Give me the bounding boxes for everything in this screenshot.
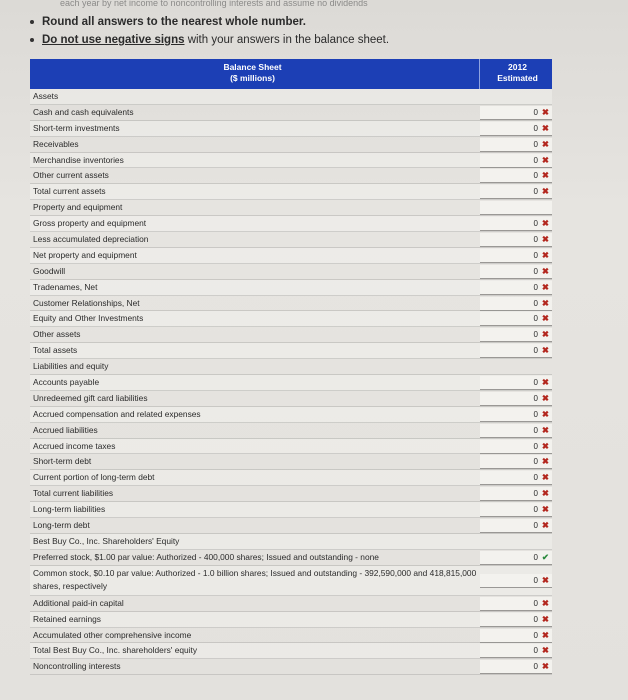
amount-input[interactable] (480, 613, 552, 627)
amount-input[interactable] (480, 424, 552, 438)
cross-icon: ✖ (541, 392, 549, 403)
table-row (30, 375, 552, 391)
table-row (30, 296, 552, 312)
amount-value: 0 (533, 155, 538, 165)
row-label: Assets (33, 91, 59, 101)
amount-value: 0 (533, 409, 538, 419)
table-row (30, 216, 552, 232)
amount-value: 0 (533, 614, 538, 624)
cross-icon: ✖ (541, 440, 549, 451)
row-label: Common stock, $0.10 par value: Authorized - 1.0 billion shares; Issued and outstanding - 392,590,000 and 418,815,000 shares, respectively (33, 567, 477, 592)
instruction-negative: Do not use negative signs with your answers in the balance sheet. (30, 34, 389, 46)
cross-icon: ✖ (541, 234, 549, 245)
row-label: Total Best Buy Co., Inc. shareholders' equity (33, 645, 198, 656)
cross-icon: ✖ (541, 597, 549, 608)
amount-value: 0 (533, 473, 538, 483)
amount-value: 0 (533, 521, 538, 531)
row-label: Property and equipment (33, 202, 123, 213)
amount-value: 0 (533, 646, 538, 656)
row-label: Cash and cash equivalents (33, 106, 134, 117)
amount-value: 0 (533, 505, 538, 515)
header-year: 2012 Estimated (497, 62, 538, 83)
amount-input[interactable] (480, 551, 552, 565)
amount-input[interactable] (480, 455, 552, 469)
table-row (30, 343, 552, 359)
table-row (30, 327, 552, 343)
amount-input[interactable] (480, 154, 552, 168)
table-row (30, 137, 552, 153)
table-row (30, 566, 552, 596)
amount-input[interactable] (480, 629, 552, 643)
row-label: Short-term debt (33, 456, 92, 467)
amount-input[interactable] (480, 440, 552, 454)
amount-value: 0 (533, 489, 538, 499)
cross-icon: ✖ (541, 249, 549, 260)
cross-icon: ✖ (541, 218, 549, 229)
row-label: Total current assets (33, 186, 106, 197)
cross-icon: ✖ (541, 488, 549, 499)
amount-input[interactable] (480, 106, 552, 120)
amount-input[interactable] (480, 471, 552, 485)
table-row (30, 596, 552, 612)
row-label: Current portion of long-term debt (33, 472, 155, 483)
amount-value: 0 (533, 250, 538, 260)
table-row (30, 643, 552, 659)
cross-icon: ✖ (541, 265, 549, 276)
table-header (30, 59, 552, 89)
table-row (30, 439, 552, 455)
amount-value: 0 (533, 298, 538, 308)
cross-icon: ✖ (541, 629, 549, 640)
check-icon: ✔ (541, 551, 549, 562)
amount-input[interactable] (480, 297, 552, 311)
bullet-icon (30, 20, 34, 24)
table-row (30, 423, 552, 439)
amount-value: 0 (533, 314, 538, 324)
row-label: Accrued liabilities (33, 424, 98, 435)
row-label: Accrued income taxes (33, 440, 116, 451)
table-row (30, 659, 552, 675)
amount-value: 0 (533, 139, 538, 149)
row-label: Gross property and equipment (33, 218, 147, 229)
row-label: Retained earnings (33, 613, 101, 624)
cross-icon: ✖ (541, 138, 549, 149)
row-label: Accounts payable (33, 377, 100, 388)
row-label: Other current assets (33, 170, 109, 181)
amount-input[interactable] (480, 185, 552, 199)
row-label: Customer Relationships, Net (33, 297, 140, 308)
amount-input[interactable] (480, 376, 552, 390)
amount-value: 0 (533, 123, 538, 133)
amount-input[interactable] (480, 233, 552, 247)
cross-icon: ✖ (541, 520, 549, 531)
amount-value: 0 (533, 630, 538, 640)
row-label: Accrued compensation and related expenses (33, 408, 201, 419)
cross-icon: ✖ (541, 456, 549, 467)
amount-input[interactable] (480, 169, 552, 183)
amount-value: 0 (533, 235, 538, 245)
cross-icon: ✖ (541, 472, 549, 483)
amount-input[interactable] (480, 138, 552, 152)
table-row (30, 628, 552, 644)
row-label: Accumulated other comprehensive income (33, 629, 192, 640)
cross-icon: ✖ (541, 154, 549, 165)
amount-input[interactable] (480, 201, 552, 215)
table-row (30, 502, 552, 518)
amount-input[interactable] (480, 312, 552, 326)
cross-icon: ✖ (541, 574, 549, 585)
table-row (30, 470, 552, 486)
top-cut-text: each year by net income to noncontrolling interests and assume no dividends (60, 0, 368, 8)
table-row (30, 534, 552, 550)
table-row (30, 454, 552, 470)
cross-icon: ✖ (541, 297, 549, 308)
cross-icon: ✖ (541, 645, 549, 656)
row-label: Unredeemed gift card liabilities (33, 392, 148, 403)
table-row (30, 359, 552, 375)
table-row (30, 200, 552, 216)
table-row (30, 518, 552, 534)
amount-value: 0 (533, 187, 538, 197)
amount-input[interactable] (480, 217, 552, 231)
row-label: Preferred stock, $1.00 par value: Authorized - 400,000 shares; Issued and outstanding - none (33, 551, 379, 562)
table-row (30, 184, 552, 200)
instruction-round: Round all answers to the nearest whole number. (30, 16, 389, 28)
amount-value: 0 (533, 107, 538, 117)
table-row (30, 168, 552, 184)
amount-value: 0 (533, 219, 538, 229)
table-row (30, 550, 552, 566)
row-label: Goodwill (33, 265, 66, 276)
row-label: Receivables (33, 138, 79, 149)
bullet-icon (30, 38, 34, 42)
table-body (30, 89, 552, 675)
row-label: Less accumulated depreciation (33, 234, 149, 245)
table-row (30, 391, 552, 407)
table-row (30, 311, 552, 327)
row-label: Other assets (33, 329, 81, 340)
cross-icon: ✖ (541, 186, 549, 197)
cross-icon: ✖ (541, 281, 549, 292)
table-row (30, 407, 552, 423)
row-label: Merchandise inventories (33, 154, 124, 165)
amount-value: 0 (533, 575, 538, 585)
table-row (30, 121, 552, 137)
balance-sheet-table (30, 59, 552, 675)
table-row (30, 612, 552, 628)
amount-value: 0 (533, 171, 538, 181)
row-label: Long-term liabilities (33, 504, 106, 515)
amount-value: 0 (533, 441, 538, 451)
table-row (30, 105, 552, 121)
table-row (30, 280, 552, 296)
cross-icon: ✖ (541, 106, 549, 117)
cross-icon: ✖ (541, 122, 549, 133)
amount-input[interactable] (480, 249, 552, 263)
amount-value: 0 (533, 662, 538, 672)
cross-icon: ✖ (541, 170, 549, 181)
row-label: Total assets (33, 345, 78, 356)
amount-value: 0 (533, 266, 538, 276)
table-row (30, 486, 552, 502)
amount-input[interactable] (480, 519, 552, 533)
amount-input[interactable] (480, 503, 552, 517)
row-label: Total current liabilities (33, 488, 114, 499)
amount-value: 0 (533, 282, 538, 292)
amount-input[interactable] (480, 265, 552, 279)
amount-value: 0 (533, 598, 538, 608)
cross-icon: ✖ (541, 345, 549, 356)
row-label: Tradenames, Net (33, 281, 98, 292)
instructions (30, 16, 389, 52)
amount-input[interactable] (480, 644, 552, 658)
amount-input[interactable] (480, 281, 552, 295)
amount-input[interactable] (480, 392, 552, 406)
cross-icon: ✖ (541, 613, 549, 624)
amount-input[interactable] (480, 328, 552, 342)
amount-input[interactable] (480, 574, 552, 588)
row-label: Noncontrolling interests (33, 661, 121, 672)
header-title: Balance Sheet ($ millions) (223, 62, 282, 83)
cross-icon: ✖ (541, 313, 549, 324)
cross-icon: ✖ (541, 424, 549, 435)
amount-input[interactable] (480, 660, 552, 674)
table-row (30, 153, 552, 169)
amount-value: 0 (533, 378, 538, 388)
row-label: Best Buy Co., Inc. Shareholders' Equity (33, 535, 180, 546)
amount-input[interactable] (480, 408, 552, 422)
amount-value: 0 (533, 393, 538, 403)
cross-icon: ✖ (541, 661, 549, 672)
table-row (30, 264, 552, 280)
table-row (30, 248, 552, 264)
cross-icon: ✖ (541, 377, 549, 388)
table-row (30, 232, 552, 248)
amount-input[interactable] (480, 122, 552, 136)
amount-input[interactable] (480, 487, 552, 501)
row-label: Long-term debt (33, 520, 90, 531)
amount-value: 0 (533, 552, 538, 562)
amount-input[interactable] (480, 344, 552, 358)
row-label: Additional paid-in capital (33, 597, 124, 608)
table-row (30, 89, 552, 105)
amount-value: 0 (533, 457, 538, 467)
amount-value: 0 (533, 425, 538, 435)
cross-icon: ✖ (541, 329, 549, 340)
cross-icon: ✖ (541, 504, 549, 515)
row-label: Equity and Other Investments (33, 313, 144, 324)
amount-value: 0 (533, 346, 538, 356)
amount-value: 0 (533, 330, 538, 340)
amount-input[interactable] (480, 597, 552, 611)
cross-icon: ✖ (541, 408, 549, 419)
row-label: Liabilities and equity (33, 361, 109, 372)
row-label: Net property and equipment (33, 249, 137, 260)
row-label: Short-term investments (33, 122, 120, 133)
